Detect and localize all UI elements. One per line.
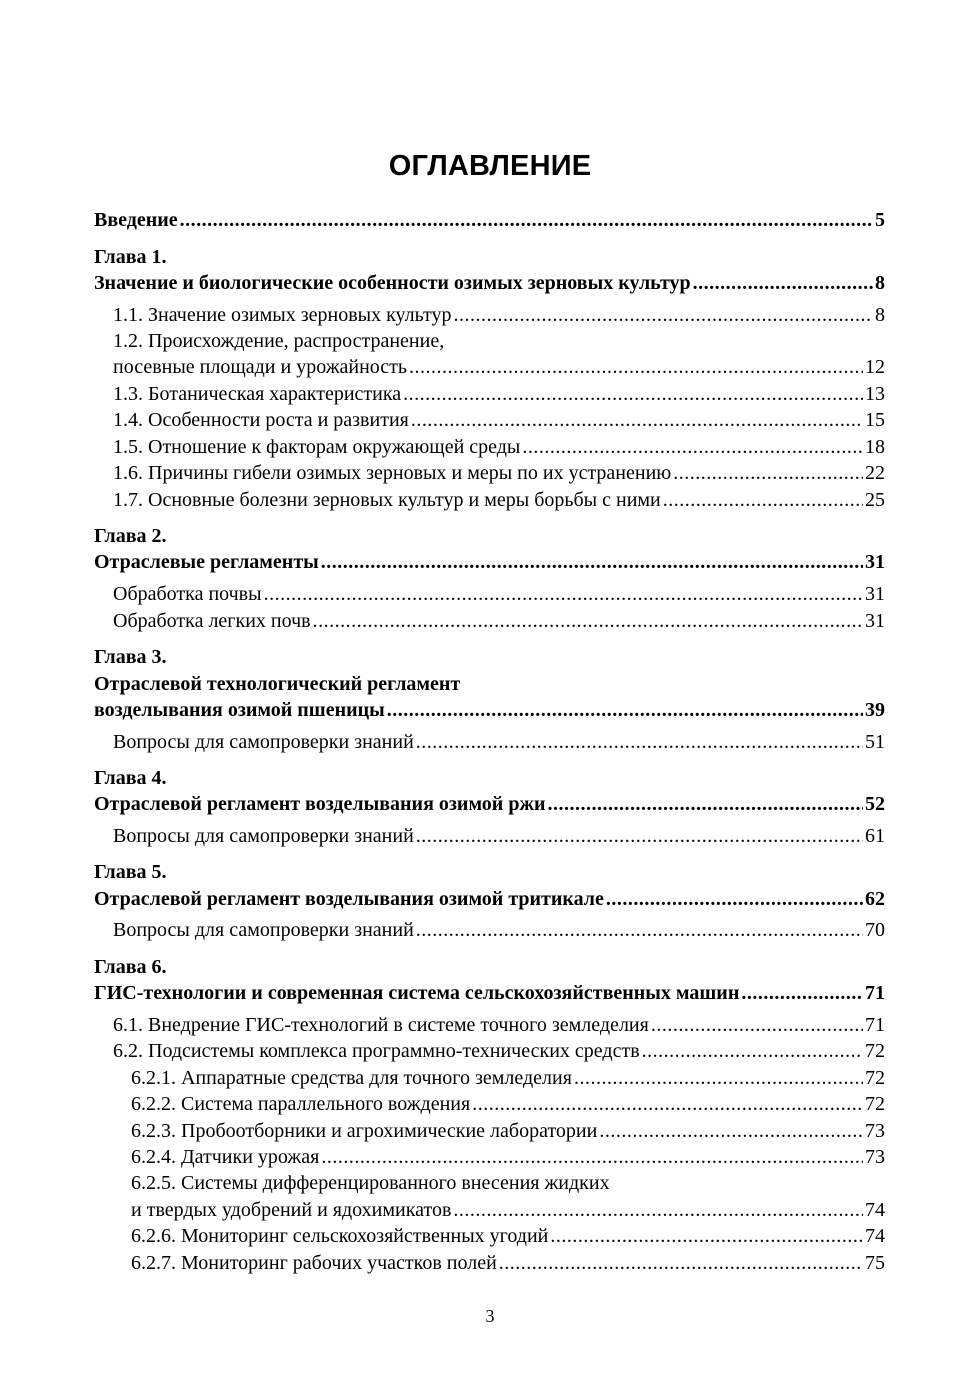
toc-chapter-title-line[interactable]: Отраслевой технологический регламент: [94, 673, 461, 695]
toc-entry-label: Значение и биологические особенности озимых зерновых культур: [94, 272, 691, 294]
toc-chapter-title[interactable]: [94, 791, 885, 817]
toc-chapter-title[interactable]: [94, 697, 885, 723]
chapter-number: Глава 4.: [94, 767, 167, 789]
toc-entry-label: 6.2.4. Датчики урожая: [131, 1146, 320, 1168]
dot-leader: [741, 980, 863, 1006]
toc-chapter-title[interactable]: [94, 886, 885, 912]
toc-subsection[interactable]: [131, 1223, 885, 1249]
dot-leader: [403, 381, 863, 407]
toc-page-number: 72: [865, 1067, 885, 1089]
toc-page-number: 61: [865, 825, 885, 847]
toc-entry-label: 6.2. Подсистемы комплекса программно-технических средств: [113, 1040, 640, 1062]
toc-section-line[interactable]: 1.2. Происхождение, распространение,: [113, 330, 445, 352]
toc-entry-label: 6.2.3. Пробоотборники и агрохимические лаборатории: [131, 1120, 598, 1142]
toc-section[interactable]: [113, 608, 885, 634]
toc-chapter-title[interactable]: [94, 549, 885, 575]
dot-leader: [387, 697, 863, 723]
dot-leader: [693, 270, 873, 296]
toc-section[interactable]: [113, 354, 885, 380]
dot-leader: [673, 460, 863, 486]
toc-page-number: 62: [865, 888, 885, 910]
toc-page-number: 31: [865, 583, 885, 605]
toc-page-number: 31: [865, 551, 885, 573]
toc-section[interactable]: [113, 460, 885, 486]
dot-leader: [409, 354, 863, 380]
toc-page-number: 70: [865, 919, 885, 941]
dot-leader: [321, 1144, 863, 1170]
toc-page-number: 74: [865, 1199, 885, 1221]
toc-subsection[interactable]: [131, 1091, 885, 1117]
toc-section[interactable]: [113, 434, 885, 460]
chapter-number: Глава 2.: [94, 525, 167, 547]
toc-section[interactable]: [113, 1012, 885, 1038]
toc-entry-label: 1.6. Причины гибели озимых зерновых и меры по их устранению: [113, 462, 672, 484]
toc-section[interactable]: [113, 1038, 885, 1064]
dot-leader: [599, 1118, 863, 1144]
dot-leader: [663, 487, 863, 513]
toc-page-number: 18: [865, 436, 885, 458]
toc-subsection[interactable]: [131, 1250, 885, 1276]
toc-page-number: 39: [865, 699, 885, 721]
toc-entry-label: Вопросы для самопроверки знаний: [113, 731, 414, 753]
dot-leader: [499, 1250, 863, 1276]
chapter-number: Глава 1.: [94, 246, 167, 268]
toc-entry-label: 6.2.2. Система параллельного вождения: [131, 1093, 471, 1115]
toc-page-number: 13: [865, 383, 885, 405]
toc-section[interactable]: [113, 302, 885, 328]
toc-entry-label: 6.2.6. Мониторинг сельскохозяйственных угодий: [131, 1225, 549, 1247]
toc-subsection[interactable]: [131, 1144, 885, 1170]
page-number: 3: [485, 1306, 495, 1326]
toc-entry-label: Обработка легких почв: [113, 610, 311, 632]
toc-entry-label: ГИС-технологии и современная система сельскохозяйственных машин: [94, 982, 740, 1004]
dot-leader: [313, 608, 863, 634]
toc-subsection[interactable]: [131, 1118, 885, 1144]
toc-entry-label: 1.7. Основные болезни зерновых культур и меры борьбы с ними: [113, 489, 661, 511]
dot-leader: [453, 302, 873, 328]
toc-entry-label: Вопросы для самопроверки знаний: [113, 919, 414, 941]
toc-page-number: 8: [875, 272, 885, 294]
toc-section[interactable]: [113, 381, 885, 407]
dot-leader: [411, 407, 863, 433]
toc-subsection[interactable]: [131, 1065, 885, 1091]
toc-page-number: 8: [875, 304, 885, 326]
toc-entry-label: Отраслевой регламент возделывания озимой тритикале: [94, 888, 604, 910]
dot-leader: [547, 791, 863, 817]
toc-page-number: 51: [865, 731, 885, 753]
dot-leader: [264, 581, 863, 607]
toc-entry-label: 1.1. Значение озимых зерновых культур: [113, 304, 452, 326]
toc-entry-label: 1.5. Отношение к факторам окружающей среды: [113, 436, 521, 458]
toc-section[interactable]: [113, 823, 885, 849]
toc-entry-label: 6.2.7. Мониторинг рабочих участков полей: [131, 1252, 497, 1274]
toc-page-number: 72: [865, 1040, 885, 1062]
toc-page-number: 74: [865, 1225, 885, 1247]
toc-page-number: 15: [865, 409, 885, 431]
dot-leader: [416, 823, 863, 849]
toc-page-number: 75: [865, 1252, 885, 1274]
dot-leader: [550, 1223, 863, 1249]
toc-page-number: 71: [865, 982, 885, 1004]
dot-leader: [522, 434, 863, 460]
toc-entry-label: и твердых удобрений и ядохимикатов: [131, 1199, 452, 1221]
toc-entry-label: возделывания озимой пшеницы: [94, 699, 385, 721]
toc-entry-label: Введение: [94, 209, 178, 231]
toc-chapter-title[interactable]: [94, 980, 885, 1006]
toc-page-number: 31: [865, 610, 885, 632]
dot-leader: [416, 729, 863, 755]
toc-section[interactable]: [113, 407, 885, 433]
toc-entry-label: 6.1. Внедрение ГИС-технологий в системе точного земледелия: [113, 1014, 649, 1036]
toc-subsection[interactable]: [131, 1197, 885, 1223]
toc-page-number: 52: [865, 793, 885, 815]
toc-page-number: 73: [865, 1120, 885, 1142]
dot-leader: [574, 1065, 863, 1091]
page-title: ОГЛАВЛЕНИЕ: [388, 150, 592, 182]
toc-entry-label: Отраслевые регламенты: [94, 551, 319, 573]
chapter-number: Глава 6.: [94, 956, 167, 978]
toc-section[interactable]: [113, 581, 885, 607]
toc-page-number: 73: [865, 1146, 885, 1168]
dot-leader: [453, 1197, 863, 1223]
toc-page-number: 72: [865, 1093, 885, 1115]
chapter-number: Глава 5.: [94, 861, 167, 883]
toc-entry-label: Отраслевой регламент возделывания озимой ржи: [94, 793, 546, 815]
toc-entry-label: Вопросы для самопроверки знаний: [113, 825, 414, 847]
toc-section[interactable]: [113, 917, 885, 943]
toc-page-number: 5: [875, 209, 885, 231]
toc-entry-label: Обработка почвы: [113, 583, 262, 605]
toc-entry-label: 1.3. Ботаническая характеристика: [113, 383, 402, 405]
toc-entry-intro[interactable]: [94, 207, 885, 233]
dot-leader: [180, 207, 873, 233]
toc-page-number: 12: [865, 356, 885, 378]
toc-entry-label: 6.2.1. Аппаратные средства для точного земледелия: [131, 1067, 572, 1089]
dot-leader: [606, 886, 863, 912]
chapter-number: Глава 3.: [94, 646, 167, 668]
toc-page-number: 71: [865, 1014, 885, 1036]
dot-leader: [472, 1091, 863, 1117]
dot-leader: [651, 1012, 863, 1038]
toc-subsection-line[interactable]: 6.2.5. Системы дифференцированного внесения жидких: [131, 1172, 610, 1194]
toc-chapter-title[interactable]: [94, 270, 885, 296]
dot-leader: [416, 917, 863, 943]
dot-leader: [321, 549, 863, 575]
toc-page-number: 22: [865, 462, 885, 484]
toc-entry-label: посевные площади и урожайность: [113, 356, 408, 378]
dot-leader: [642, 1038, 863, 1064]
toc-entry-label: 1.4. Особенности роста и развития: [113, 409, 409, 431]
toc-section[interactable]: [113, 487, 885, 513]
toc-section[interactable]: [113, 729, 885, 755]
toc-page-number: 25: [865, 489, 885, 511]
